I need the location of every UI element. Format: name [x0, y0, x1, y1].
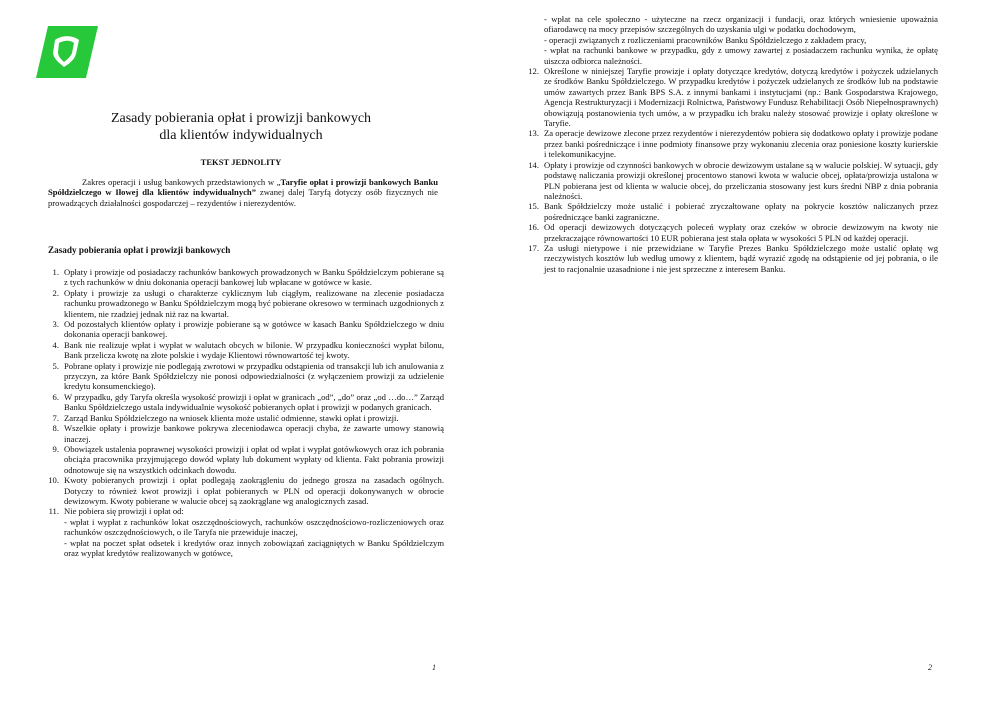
item-number: 9. [52, 443, 59, 454]
intro-text-bold: Taryfie opłat i prowizji bankowych Banku Spółdzielczego w Iłowej dla klientów indywidualnych” [48, 177, 438, 198]
list-item [528, 66, 938, 128]
item-number: 10. [48, 475, 59, 486]
sub-item: - wpłat i wypłat z rachunków lokat oszczędnościowych, rachunków oszczędnościowo-rozliczeniowych oraz rachunków oszczędnościowych, o ile Taryfa nie przewiduje inaczej, [64, 516, 444, 538]
rules-list-continued [528, 14, 938, 274]
list-item [48, 392, 444, 413]
item-number: 8. [52, 423, 59, 434]
section-heading: Zasady pobierania opłat i prowizji bankowych [48, 245, 231, 255]
item-11-continued [528, 14, 938, 66]
sub-item: - wpłat na cele społeczno - użyteczne na rzecz organizacji i fundacji, oraz których wniesienie upoważnia ofiarodawcę na mocy przepisów szczególnych do uzyskania ulgi w podatku dochodowym, [544, 14, 938, 35]
intro-paragraph [48, 177, 438, 208]
item-text [64, 506, 444, 558]
list-item [48, 267, 444, 288]
item-text: Kwoty pobieranych prowizji i opłat podlegają zaokrągleniu do jednego grosza na zasadach ogólnych. Dotyczy to również kwot prowizji i opłat pobieranych w PLN od operacji dokonywanych w obrocie dewizowym. Kwoty pobierane w walucie obcej są zaokrąglane wg analogicznych zasad. [64, 475, 444, 506]
item-text: Bank Spółdzielczy może ustalić i pobierać zryczałtowane opłaty na pokrycie kosztów naliczanych przez pośredniczące banki zagraniczne. [544, 201, 938, 222]
bank-logo-icon [36, 26, 98, 78]
item-text: Określone w niniejszej Taryfie prowizje i opłaty dotyczące kredytów, dotyczą kredytów i pożyczek udzielanych ze środków Banku Spółdzielczego. W przypadku kredytów i pożyczek udzielanych ze środków lub na podstawie umów zawartych przez Bank BPS S.A. z innymi bankami i instytucjami (np.: Bank Gospodarstwa Krajowego, Agencja Restrukturyzacji i Modernizacji Rolnictwa, Państwowy Fundusz Rehabilitacji Osób Niepełnosprawnych) obowiązują postanowienia tych umów, a w przypadku ich braku należy stosować prowizje i opłaty określone w Taryfie. [544, 66, 938, 129]
item-number: 2. [52, 287, 59, 298]
list-item [528, 243, 938, 274]
sub-item: - wpłat na poczet spłat odsetek i kredytów oraz innych zobowiązań zaciągniętych w Banku Spółdzielczym oraz wypłat kredytów realizowanych w gotówce, [64, 537, 444, 558]
item-lead-text: Nie pobiera się prowizji i opłat od: [64, 506, 184, 517]
item-text: Za operacje dewizowe zlecone przez rezydentów i nierezydentów pobiera się dodatkowo opłaty i prowizje podane przez banki pośredniczące i inne podmioty finansowe przy wykonaniu zlecenia oraz poniesione koszty kurierskie i telekomunikacyjne. [544, 128, 938, 160]
item-number: 15. [528, 201, 539, 212]
list-item [48, 361, 444, 392]
list-item [528, 160, 938, 202]
intro-text-start: Zakres operacji i usług bankowych przedstawionych w „ [82, 177, 281, 187]
list-item [48, 423, 444, 444]
list-item [48, 340, 444, 361]
list-item [528, 222, 938, 243]
item-number: 14. [528, 159, 539, 170]
item-number: 7. [52, 412, 59, 423]
list-item [528, 201, 938, 222]
page-2 [496, 0, 992, 701]
page-number: 2 [928, 662, 932, 672]
item-text: Obowiązek ustalenia poprawnej wysokości prowizji i opłat od wpłat i wypłat gotówkowych oraz ich pobrania obciąża pracownika przyjmującego dowód wpłaty lub dokument wypłaty od klienta. Fakt pobrania prowizji odnotowuje się na wszystkich odcinkach dowodu. [64, 443, 444, 475]
item-number: 13. [528, 128, 539, 139]
list-item [528, 128, 938, 159]
page-number: 1 [432, 662, 436, 672]
document-title [80, 110, 402, 144]
item-text: W przypadku, gdy Taryfa określa wysokość prowizji i opłat w granicach „od”, „do” oraz „od …do…” Zarząd Banku Spółdzielczego ustala indywidualnie wysokość pobieranych opłat i prowizji w podanych granicach. [64, 391, 444, 413]
item-text: Za usługi nietypowe i nie przewidziane w Taryfie Prezes Banku Spółdzielczego może ustalić opłatę wg rzeczywistych kosztów lub według umowy z klientem, bądź wyrazić zgodę na odstąpienie od jej pobrania, o ile jest to racjonalnie uzasadnione i nie jest sprzeczne z interesem Banku. [544, 242, 938, 274]
item-number: 6. [52, 391, 59, 402]
item-text: Od pozostałych klientów opłaty i prowizje pobierane są w gotówce w kasach Banku Spółdzielczego w dniu dokonania operacji bankowej. [64, 319, 444, 340]
item-text: Wszelkie opłaty i prowizje bankowe pokrywa zleceniodawca operacji chyba, że zawarte umowy stanowią inaczej. [64, 423, 444, 444]
item-text: Bank nie realizuje wpłat i wypłat w walutach obcych w bilonie. W przypadku konieczności wypłat bilonu, Bank przelicza kwotę na złote polskie i wydaje Klientowi równowartość tej kwoty. [64, 339, 444, 361]
list-item [48, 475, 444, 506]
item-text: Zarząd Banku Spółdzielczego na wniosek klienta może ustalić odmienne, stawki opłat i prowizji. [64, 412, 399, 423]
list-item [48, 506, 444, 558]
list-item [48, 413, 444, 423]
item-number: 3. [52, 319, 59, 330]
item-number: 17. [528, 242, 539, 253]
item-text: Opłaty i prowizje za usługi o charakterze cyklicznym lub ciągłym, realizowane na zlecenie posiadacza rachunku prowadzonego w Banku Spółdzielczym mogą być pobierane okresowo w terminach uzgodnionych z klientem, nie rzadziej jednak niż raz na kwartał. [64, 287, 444, 319]
item-text: Opłaty i prowizje od posiadaczy rachunków bankowych prowadzonych w Banku Spółdzielczym pobierane są z tych rachunków w dniu dokonania operacji bankowej lub wpłacane w gotówce w kasie. [64, 267, 444, 288]
title-line-1: Zasady pobierania opłat i prowizji bankowych [110, 111, 372, 126]
item-text: Pobrane opłaty i prowizje nie podlegają zwrotowi w przypadku odstąpienia od transakcji lub ich anulowania z przyczyn, za które Bank Spółdzielczy nie ponosi odpowiedzialności (z wyłączeniem prowizji za udzielenie kredytu konsumenckiego). [64, 360, 444, 392]
intro-text-end: zwanej dalej Taryfą dotyczy osób fizycznych nie prowadzących działalności gospodarczej – rezydentów i nierezydentów. [48, 187, 438, 208]
item-number: 1. [52, 267, 59, 277]
item-number: 12. [528, 66, 539, 77]
item-number: 11. [48, 506, 59, 517]
item-number: 16. [528, 222, 539, 233]
list-item [48, 319, 444, 340]
list-item [48, 444, 444, 475]
list-item [48, 288, 444, 319]
item-text: Od operacji dewizowych dotyczących poleceń wypłaty oraz czeków w obrocie dewizowym na kwoty nie przekraczające równowartości 10 EUR pobierana jest stała opłata w wysokości 5 PLN od każdej operacji. [544, 222, 938, 243]
title-line-2: dla klientów indywidualnych [159, 128, 323, 143]
item-number: 4. [52, 339, 59, 350]
sub-item: - wpłat na rachunki bankowe w przypadku, gdy z umowy zawartej z posiadaczem rachunku wynika, że opłatę uiszcza odbiorca należności. [544, 45, 938, 66]
document-subtitle: TEKST JEDNOLITY [200, 157, 282, 167]
rules-list [48, 267, 444, 558]
sub-item: - operacji związanych z rozliczeniami pracowników Banku Spółdzielczego z zakładem pracy, [544, 34, 867, 45]
item-text: Opłaty i prowizje od czynności bankowych w obrocie dewizowym ustalane są w walucie polskiej. W sytuacji, gdy podstawę naliczania prowizji określonej procentowo stanowi kwota w walucie obcej, opłata/prowizja ustalona w PLN pobierana jest od klienta w walucie obcej, do przeliczania stosowany jest kurs średni NBP z dnia pobrania należności. [544, 159, 938, 201]
item-number: 5. [52, 360, 59, 371]
